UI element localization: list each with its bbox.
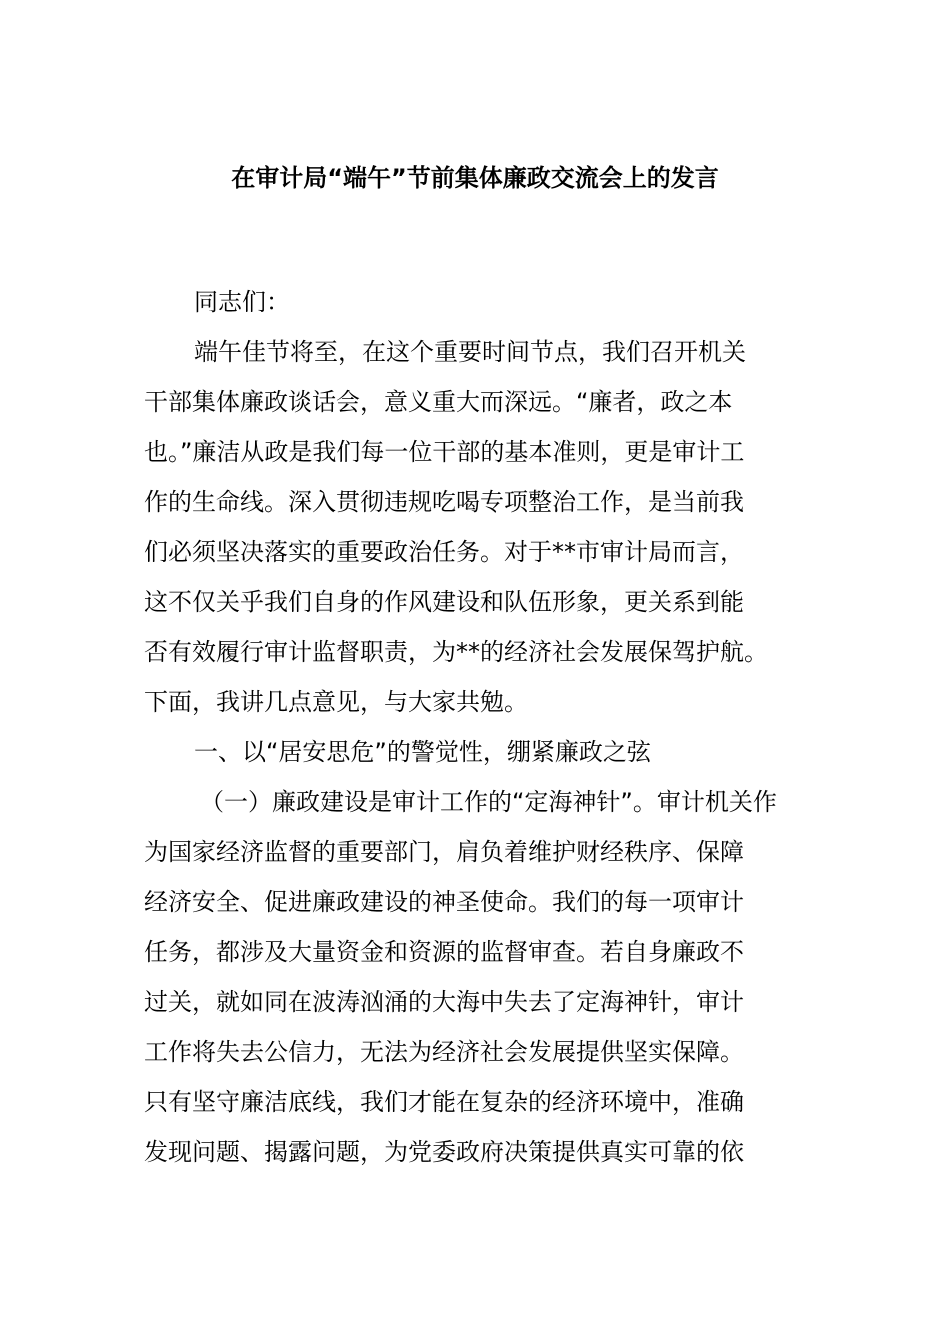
paragraph-line: 干部集体廉政谈话会，意义重大而深远。“廉者，政之本 — [144, 388, 733, 416]
paragraph-line: 任务，都涉及大量资金和资源的监督审查。若自身廉政不 — [144, 938, 744, 966]
paragraph-line: 也。”廉洁从政是我们每一位干部的基本准则，更是审计工 — [144, 438, 745, 466]
paragraph-line: 只有坚守廉洁底线，我们才能在复杂的经济环境中，准确 — [144, 1088, 744, 1116]
paragraph-line: 下面，我讲几点意见，与大家共勉。 — [144, 688, 528, 716]
paragraph-line: 工作将失去公信力，无法为经济社会发展提供坚实保障。 — [144, 1038, 744, 1066]
paragraph-line: 否有效履行审计监督职责，为**的经济社会发展保驾护航。 — [144, 638, 768, 666]
paragraph-line: 为国家经济监督的重要部门，肩负着维护财经秩序、保障 — [144, 838, 744, 866]
paragraph-line: 作的生命线。深入贯彻违规吃喝专项整治工作，是当前我 — [144, 488, 744, 516]
document-body — [144, 277, 819, 1177]
document-title: 在审计局“端午”节前集体廉政交流会上的发言 — [231, 164, 719, 192]
paragraph-line: 们必须坚决落实的重要政治任务。对于**市审计局而言， — [144, 538, 744, 566]
paragraph-line: 经济安全、促进廉政建设的神圣使命。我们的每一项审计 — [144, 888, 744, 916]
paragraph-line: 过关，就如同在波涛汹涌的大海中失去了定海神针，审计 — [144, 988, 744, 1016]
subsection-line: （一）廉政建设是审计工作的“定海神针”。审计机关作 — [200, 788, 777, 816]
salutation: 同志们： — [194, 288, 290, 316]
paragraph-line: 这不仅关乎我们自身的作风建设和队伍形象，更关系到能 — [144, 588, 744, 616]
section-heading: 一、以“居安思危”的警觉性，绷紧廉政之弦 — [194, 738, 651, 766]
paragraph-line: 端午佳节将至，在这个重要时间节点，我们召开机关 — [194, 338, 746, 366]
paragraph-line: 发现问题、揭露问题，为党委政府决策提供真实可靠的依 — [144, 1138, 744, 1166]
